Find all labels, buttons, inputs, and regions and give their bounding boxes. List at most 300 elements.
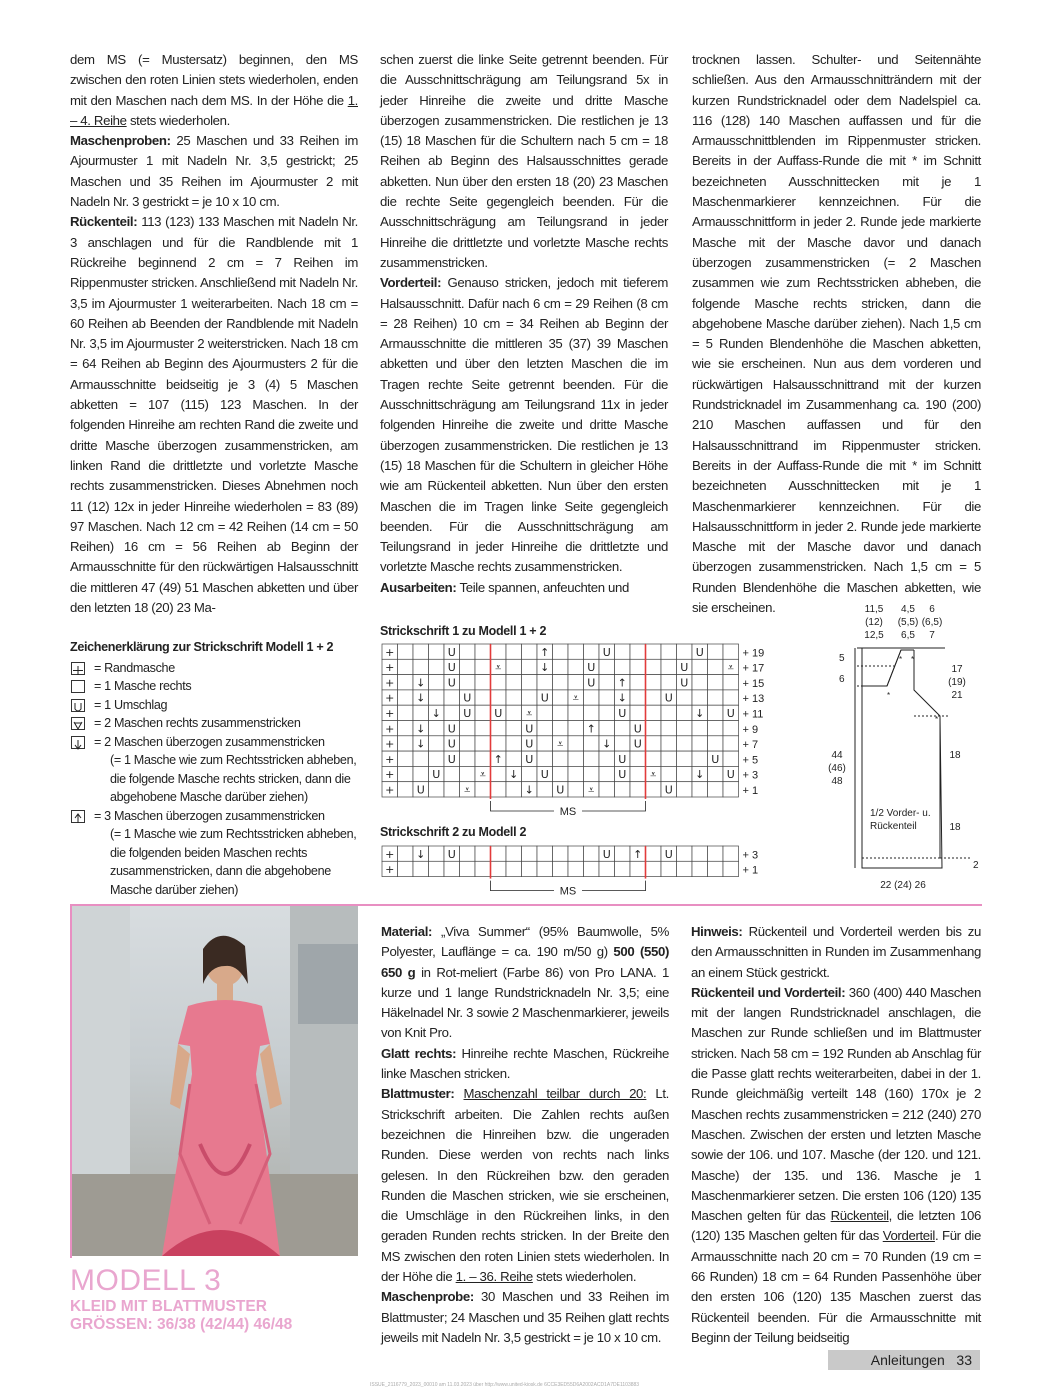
chart-cell	[630, 644, 646, 659]
legend-item: = 2 Maschen überzogen zusammenstricken	[70, 733, 360, 752]
model-subtitle: KLEID MIT BLATTMUSTER	[70, 1298, 267, 1315]
chart-cell	[460, 736, 476, 751]
chart-cell	[475, 675, 491, 690]
chart-cell	[661, 659, 677, 674]
chart-cell	[646, 644, 662, 659]
chart-legend	[70, 638, 360, 899]
row-label: + 3	[742, 769, 759, 782]
knitting-chart-2	[380, 844, 760, 898]
chart-symbol: U	[726, 707, 735, 720]
legend-symbol-icon	[71, 717, 85, 730]
chart-cell	[429, 690, 445, 705]
page-footer	[828, 1350, 980, 1370]
chart-symbol: ↓	[602, 737, 612, 751]
chart-cell	[584, 690, 600, 705]
label: 12,5	[864, 630, 884, 641]
chart-cell	[553, 690, 569, 705]
knitting-chart-1	[380, 642, 765, 822]
paragraph: Maschenproben: 25 Maschen und 33 Reihen im Ajourmuster 1 mit Nadeln Nr. 3,5 gestrickt; 25 Maschen und 35 Reihen im Ajourmuster 2 mit Nadeln Nr. 3 gestrickt = je 10 x 10 cm.	[70, 133, 358, 210]
chart-cell	[522, 675, 538, 690]
ms-label: MS	[559, 885, 577, 898]
svg-text:*: *	[899, 655, 903, 664]
chart-cell	[398, 846, 414, 861]
chart-cell	[506, 644, 522, 659]
chart-cell	[553, 861, 569, 876]
chart-cell	[553, 721, 569, 736]
chart-cell	[630, 766, 646, 781]
chart-cell	[708, 861, 724, 876]
chart-cell	[413, 659, 429, 674]
chart-cell	[475, 690, 491, 705]
chart1-title: Strickschrift 1 zu Modell 1 + 2	[380, 624, 547, 638]
chart-cell	[537, 846, 553, 861]
chart-cell	[615, 644, 631, 659]
chart-cell	[584, 751, 600, 766]
label: 17	[951, 664, 963, 675]
chart-cell	[444, 782, 460, 797]
chart-cell	[460, 846, 476, 861]
chart-cell	[646, 751, 662, 766]
chart-symbol: ↓	[695, 768, 705, 782]
label: 2	[973, 860, 979, 871]
paragraph: Ausarbeiten: Teile spannen, anfeuchten und	[380, 579, 629, 595]
chart-cell	[475, 659, 491, 674]
chart-symbol: ⩡	[557, 737, 564, 751]
chart-cell	[398, 675, 414, 690]
chart-cell	[599, 675, 615, 690]
chart-symbol: ↓	[416, 737, 426, 751]
chart-cell	[677, 736, 693, 751]
chart-symbol: ↓	[509, 768, 519, 782]
legend-symbol-icon	[71, 810, 85, 823]
chart-cell	[429, 659, 445, 674]
chart-cell	[398, 659, 414, 674]
chart-cell	[460, 861, 476, 876]
chart-symbol: U	[447, 676, 456, 690]
chart-cell	[491, 644, 507, 659]
chart2-title: Strickschrift 2 zu Modell 2	[380, 825, 527, 839]
model-sizes: GRÖSSEN: 36/38 (42/44) 46/48	[70, 1316, 293, 1333]
chart-cell	[429, 751, 445, 766]
chart-cell	[692, 736, 708, 751]
chart-symbol: ↑	[633, 847, 643, 861]
chart-cell	[630, 782, 646, 797]
chart-symbol: ↓	[524, 783, 534, 797]
chart-symbol: U	[633, 737, 642, 751]
chart-cell	[506, 861, 522, 876]
chart-symbol: ⩡	[495, 661, 502, 675]
chart-cell	[475, 644, 491, 659]
chart-cell	[460, 644, 476, 659]
chart-symbol: U	[618, 768, 627, 782]
row-label: + 1	[742, 864, 759, 877]
text-column-2	[380, 50, 668, 598]
chart-cell	[553, 766, 569, 781]
chart-cell	[677, 705, 693, 720]
chart-cell	[460, 751, 476, 766]
chart-cell	[506, 675, 522, 690]
chart-cell	[413, 705, 429, 720]
row-label: + 19	[742, 647, 765, 660]
chart-symbol: U	[711, 752, 720, 766]
chart-cell	[398, 690, 414, 705]
chart-symbol: U	[602, 847, 611, 861]
text-column-4	[381, 922, 669, 1348]
label: 18	[949, 750, 961, 761]
label: (5,5)	[897, 617, 919, 628]
legend-note: (= 1 Masche wie zum Rechtsstricken abheben, die folgenden beiden Maschen rechts zusammenstricken, dann die abgehobene Masche darüber ziehen)	[110, 827, 357, 897]
legend-item: = 1 Masche rechts	[70, 677, 360, 696]
paragraph: Maschenprobe: 30 Maschen und 33 Reihen im Blattmuster; 24 Maschen und 35 Reihen glatt rechts jeweils mit Nadeln Nr. 3,5 gestrickt = je 10 x 10 cm.	[381, 1289, 669, 1345]
label: (46)	[828, 763, 846, 774]
chart-symbol: U	[556, 783, 565, 797]
chart-symbol: U	[587, 661, 596, 675]
chart-cell	[677, 861, 693, 876]
chart-cell	[599, 690, 615, 705]
chart-cell	[646, 675, 662, 690]
chart-cell	[522, 644, 538, 659]
chart-cell	[723, 736, 739, 751]
chart-cell	[615, 736, 631, 751]
chart-symbol: +	[385, 661, 395, 675]
chart-cell	[444, 705, 460, 720]
paragraph: dem MS (= Mustersatz) beginnen, den MS zwischen den roten Linien stets wiederholen, enden mit den Maschen nach dem MS. In der Höhe die 1. – 4. Reihe stets wiederholen.	[70, 52, 358, 128]
chart-cell	[584, 766, 600, 781]
chart-symbol: +	[385, 863, 395, 877]
chart-cell	[692, 846, 708, 861]
chart-symbol: ↑	[586, 722, 596, 736]
chart-cell	[522, 861, 538, 876]
chart-symbol: U	[680, 676, 689, 690]
chart-cell	[553, 751, 569, 766]
chart-cell	[537, 705, 553, 720]
chart-cell	[553, 644, 569, 659]
chart-cell	[723, 644, 739, 659]
row-label: + 15	[742, 677, 765, 690]
label: 1/2 Vorder- u.	[870, 808, 931, 819]
text-column-3	[692, 50, 981, 618]
chart-cell	[398, 766, 414, 781]
chart-symbol: U	[447, 661, 456, 675]
chart-cell	[568, 659, 584, 674]
paragraph: Blattmuster: Maschenzahl teilbar durch 20: Lt. Strickschrift arbeiten. Die Zahlen rechts außen bezeichnen die Hinreihen bzw. die ungeraden Runden. Diese werden von rechts nach links gelesen. In den Rückreihen bzw. den geraden Runden die Maschen stricken, wie sie erscheinen, die Umschläge in den Rückreihen links, in den geraden Runden rechts stricken. In der Breite den MS zwischen den roten Linien stets wiederholen. In der Höhe die 1. – 36. Reihe stets wiederholen.	[381, 1086, 669, 1285]
chart-cell	[630, 675, 646, 690]
chart-cell	[692, 721, 708, 736]
chart-symbol: U	[447, 737, 456, 751]
chart-cell	[475, 782, 491, 797]
chart-cell	[723, 782, 739, 797]
chart-cell	[460, 675, 476, 690]
chart-cell	[537, 782, 553, 797]
chart-symbol: U	[525, 737, 534, 751]
chart-symbol: +	[385, 737, 395, 751]
chart-cell	[677, 690, 693, 705]
chart-cell	[677, 644, 693, 659]
chart-cell	[661, 705, 677, 720]
chart-symbol: ↓	[431, 707, 441, 720]
chart-cell	[475, 736, 491, 751]
chart-symbol: U	[664, 691, 673, 705]
chart-cell	[460, 766, 476, 781]
chart-symbol: U	[618, 752, 627, 766]
chart-cell	[537, 736, 553, 751]
text-column-5	[691, 922, 981, 1348]
chart-symbol: U	[447, 722, 456, 736]
chart-cell	[568, 782, 584, 797]
chart-cell	[491, 736, 507, 751]
chart-cell	[506, 705, 522, 720]
model-figure	[70, 904, 358, 1256]
chart-cell	[646, 721, 662, 736]
chart-cell	[646, 705, 662, 720]
footer-label: Anleitungen	[870, 1352, 945, 1368]
chart-cell	[661, 766, 677, 781]
chart-symbol: U	[633, 722, 642, 736]
chart-cell	[475, 705, 491, 720]
chart-cell	[615, 846, 631, 861]
chart-cell	[723, 861, 739, 876]
chart-symbol: U	[447, 645, 456, 659]
chart-cell	[646, 782, 662, 797]
chart-cell	[708, 736, 724, 751]
chart-cell	[708, 782, 724, 797]
chart-cell	[413, 766, 429, 781]
chart-symbol: U	[447, 847, 456, 861]
chart-cell	[522, 846, 538, 861]
chart-symbol: ↓	[416, 676, 426, 690]
model-heading	[70, 1264, 292, 1334]
chart-cell	[398, 861, 414, 876]
chart-cell	[522, 659, 538, 674]
chart-cell	[568, 644, 584, 659]
legend-item: = 1 Umschlag	[70, 696, 360, 715]
legend-note: (= 1 Masche wie zum Rechtsstricken abheben, die folgende Masche rechts stricken, dann die abgehobene Masche darüber ziehen)	[110, 753, 357, 804]
chart-cell	[568, 766, 584, 781]
chart-cell	[677, 846, 693, 861]
chart-symbol: U	[463, 707, 472, 720]
chart-symbol: U	[463, 691, 472, 705]
label: Rückenteil	[870, 821, 917, 832]
chart-cell	[615, 861, 631, 876]
chart-cell	[615, 659, 631, 674]
section-divider-vertical	[70, 904, 72, 1258]
model-title: MODELL 3	[70, 1264, 222, 1297]
paragraph: schen zuerst die linke Seite getrennt beenden. Für die Ausschnittschrägung am Teilungsrand 5x in jeder Hinreihe die zweite und dritte Masche überzogen zusammenstricken. Die restlichen je 13 (15) 18 Maschen für die Schultern nach 5 cm = 18 Reihen ab Beginn des Halsausschnittes gerade abketten. Nun über den ersten 18 (20) 23 Maschen die rechte Seite gegengleich beenden. Für die Ausschnittschrägung am Teilungsrand in jeder Hinreihe die drittletzte und vorletzte Masche rechts zusammenstricken.	[380, 52, 668, 270]
chart-cell	[615, 721, 631, 736]
paragraph: trocknen lassen. Schulter- und Seitennähte schließen. Aus den Armausschnitträndern mit der kurzen Rundstricknadel oder dem Nadelspiel ca. 116 (128) 140 Maschen auffassen und für die Armausschnittblenden im Rippenmuster stricken. Bereits in der Auffass-Runde die mit * im Schnitt bezeichneten Ausschnittecken mit je 1 Maschenmarkierer kennzeichnen. Für die Armausschnittform in jeder 2. Runde jede markierte Masche mit der Masche davor und danach überzogen zusammenstricken (= 2 Maschen zusammen wie zum Rechtsstricken abheben, die folgende Masche rechts stricken, dann die abgehobene Masche darüber ziehen). Nach 1,5 cm = 5 Runden Blendenhöhe die Maschen abketten, wie sie erscheinen. Nun aus dem vorderen und rückwärtigen Halsausschnittrand mit der kurzen Rundstricknadel im Zusammenhang ca. 190 (200) 210 Maschen auffassen und für den Halsausschnittrand im Rippenmuster stricken. Bereits in der Auffass-Runde die mit * im Schnitt bezeichneten Ausschnittecken mit je 1 Maschenmarkierer kennzeichnen. Für die Halsausschnittform in jeder 2. Runde jede markierte Masche mit der Masche davor und danach überzogen zusammenstricken. Nach 1,5 cm = 5 Runden Blendenhöhe die Maschen abketten, wie sie erscheinen.	[692, 52, 981, 616]
chart-cell	[398, 736, 414, 751]
chart-cell	[630, 659, 646, 674]
chart-symbol: U	[525, 752, 534, 766]
chart-cell	[708, 675, 724, 690]
paragraph: Rückenteil und Vorderteil: 360 (400) 440 Maschen mit der langen Rundstricknadel anschlagen, die Maschen zur Runde schließen und im Blattmuster stricken. Nach 58 cm = 192 Runden ab Anschlag für die Passe glatt rechts weiterarbeiten, dabei in der 1. Runde gleichmäßig verteilt 148 (160) 170x je 2 Maschen rechts zusammenstricken = 212 (240) 270 Maschen. Zwischen der ersten und letzten Masche sowie der 106. und 107. Masche (der 120. und 121. Masche) der 135. und 136. Masche je 1 Maschenmarkierer setzen. Die ersten 106 (120) 135 Maschen gelten für das Rückenteil, die letzten 106 (120) 135 Maschen gelten für das Vorderteil. Für die Armausschnitte nach 20 cm = 70 Runden (19 cm = 66 Runden) 18 cm = 64 Runden Passenhöhe über den ersten 106 (120) 135 Maschen zuerst das Rückenteil beenden. Für die Armausschnitte mit Beginn der Teilung beidseitig	[691, 984, 981, 1345]
chart-cell	[708, 659, 724, 674]
chart-cell	[584, 705, 600, 720]
chart-cell	[568, 846, 584, 861]
chart-cell	[692, 659, 708, 674]
chart-symbol: ↓	[416, 691, 426, 705]
chart-cell	[398, 751, 414, 766]
chart-symbol: U	[726, 768, 735, 782]
chart-cell	[646, 736, 662, 751]
chart-cell	[553, 705, 569, 720]
chart-symbol: U	[618, 707, 627, 720]
chart-cell	[553, 675, 569, 690]
chart-cell	[661, 644, 677, 659]
chart-cell	[568, 705, 584, 720]
chart-cell	[584, 736, 600, 751]
chart-symbol: ⩡	[650, 768, 657, 782]
chart-cell	[692, 861, 708, 876]
row-label: + 9	[742, 723, 759, 736]
chart-cell	[630, 705, 646, 720]
chart-cell	[429, 644, 445, 659]
chart-symbol: ↑	[617, 676, 627, 690]
row-label: + 5	[742, 754, 759, 767]
chart-symbol: ⩡	[479, 768, 486, 782]
chart-symbol: +	[385, 676, 395, 690]
chart-cell	[398, 644, 414, 659]
chart-symbol: U	[540, 691, 549, 705]
label: 21	[951, 690, 963, 701]
chart-cell	[506, 782, 522, 797]
page-number: 33	[956, 1352, 972, 1368]
chart-symbol: ↑	[540, 645, 550, 659]
chart-symbol: U	[447, 752, 456, 766]
chart-cell	[646, 861, 662, 876]
chart-cell	[646, 659, 662, 674]
chart-symbol: +	[385, 645, 395, 659]
chart-cell	[398, 721, 414, 736]
svg-text:*: *	[887, 691, 891, 700]
chart-symbol: U	[432, 768, 441, 782]
legend-symbol-icon	[71, 699, 85, 712]
chart-cell	[692, 751, 708, 766]
chart-cell	[692, 782, 708, 797]
chart-cell	[615, 782, 631, 797]
chart-symbol: U	[680, 661, 689, 675]
chart-cell	[692, 675, 708, 690]
chart-symbol: ↑	[493, 752, 503, 766]
chart-cell	[599, 766, 615, 781]
chart-cell	[444, 766, 460, 781]
label: 7	[929, 630, 935, 641]
chart-symbol: U	[664, 783, 673, 797]
paragraph: Material: „Viva Summer“ (95% Baumwolle, 5% Polyester, Lauflänge = ca. 190 m/50 g) 500 (550) 650 g in Rot-meliert (Farbe 86) von Pro LANA. 1 kurze und 1 lange Rundstricknadeln Nr. 3,5; eine Häkelnadel Nr. 3 sowie 2 Maschenmarkierer, jeweils von Knit Pro.	[381, 924, 669, 1041]
chart-cell	[568, 751, 584, 766]
label: 5	[839, 653, 845, 664]
chart-cell	[708, 846, 724, 861]
chart-cell	[444, 690, 460, 705]
issue-stamp: ISSUE_2116779_2023_00010 am 11.03.2023 über http://www.united-kiosk.de 6CCE3ED55D6A2002ACD1A7DE1103883	[370, 1382, 640, 1388]
paragraph: Hinweis: Rückenteil und Vorderteil werden bis zu den Armausschnitten in Runden im Zusammenhang an einem Stück gestrickt.	[691, 924, 981, 980]
chart-cell	[646, 846, 662, 861]
chart-cell	[708, 766, 724, 781]
chart-cell	[630, 751, 646, 766]
chart-symbol: U	[664, 847, 673, 861]
label: (6,5)	[921, 617, 943, 628]
chart-cell	[708, 721, 724, 736]
label: (19)	[948, 677, 966, 688]
chart-cell	[491, 846, 507, 861]
section-divider	[70, 904, 982, 906]
chart-symbol: U	[494, 707, 503, 720]
label: 11,5	[864, 604, 884, 615]
chart-cell	[599, 861, 615, 876]
chart-cell	[506, 846, 522, 861]
chart-symbol: ⩡	[588, 783, 595, 797]
chart-symbol: ↓	[416, 722, 426, 736]
label: 44	[831, 750, 843, 761]
chart-cell	[723, 846, 739, 861]
row-label: + 11	[742, 708, 764, 721]
chart-symbol: U	[540, 768, 549, 782]
legend-title: Zeichenerklärung zur Strickschrift Modell 1 + 2	[70, 640, 334, 654]
chart-cell	[708, 644, 724, 659]
chart-cell	[491, 721, 507, 736]
chart-cell	[646, 690, 662, 705]
chart-cell	[537, 675, 553, 690]
chart-cell	[599, 659, 615, 674]
chart-cell	[444, 861, 460, 876]
chart-cell	[708, 690, 724, 705]
chart-cell	[429, 721, 445, 736]
chart-cell	[537, 721, 553, 736]
chart-symbol: ↓	[695, 707, 705, 720]
chart-cell	[584, 644, 600, 659]
paragraph: Glatt rechts: Hinreihe rechte Maschen, Rückreihe linke Maschen stricken.	[381, 1045, 669, 1082]
chart-cell	[630, 861, 646, 876]
chart-cell	[460, 659, 476, 674]
chart-symbol: U	[525, 722, 534, 736]
chart-cell	[599, 721, 615, 736]
chart-cell	[537, 861, 553, 876]
chart-cell	[677, 721, 693, 736]
chart-cell	[723, 675, 739, 690]
chart-cell	[677, 782, 693, 797]
chart-symbol: +	[385, 768, 395, 782]
chart-symbol: U	[587, 676, 596, 690]
row-label: + 1	[742, 785, 759, 797]
chart-symbol: ↓	[617, 691, 627, 705]
label: 22 (24) 26	[880, 880, 926, 891]
chart-symbol: ⩡	[727, 661, 734, 675]
chart-cell	[413, 644, 429, 659]
chart-cell	[584, 846, 600, 861]
chart-cell	[506, 659, 522, 674]
chart-cell	[506, 721, 522, 736]
chart-cell	[537, 751, 553, 766]
chart-cell	[568, 721, 584, 736]
legend-item: = 2 Maschen rechts zusammenstricken	[70, 714, 360, 733]
chart-cell	[661, 861, 677, 876]
chart-cell	[506, 690, 522, 705]
chart-cell	[491, 766, 507, 781]
chart-symbol: +	[385, 722, 395, 736]
chart-cell	[491, 782, 507, 797]
chart-cell	[460, 721, 476, 736]
legend-symbol-icon	[71, 680, 85, 693]
chart-cell	[413, 861, 429, 876]
chart-cell	[506, 751, 522, 766]
label: 6	[839, 674, 845, 685]
chart-cell	[522, 690, 538, 705]
label: 48	[831, 776, 843, 787]
chart-symbol: U	[416, 783, 425, 797]
chart-cell	[553, 846, 569, 861]
chart-symbol: +	[385, 707, 395, 720]
chart-cell	[568, 736, 584, 751]
